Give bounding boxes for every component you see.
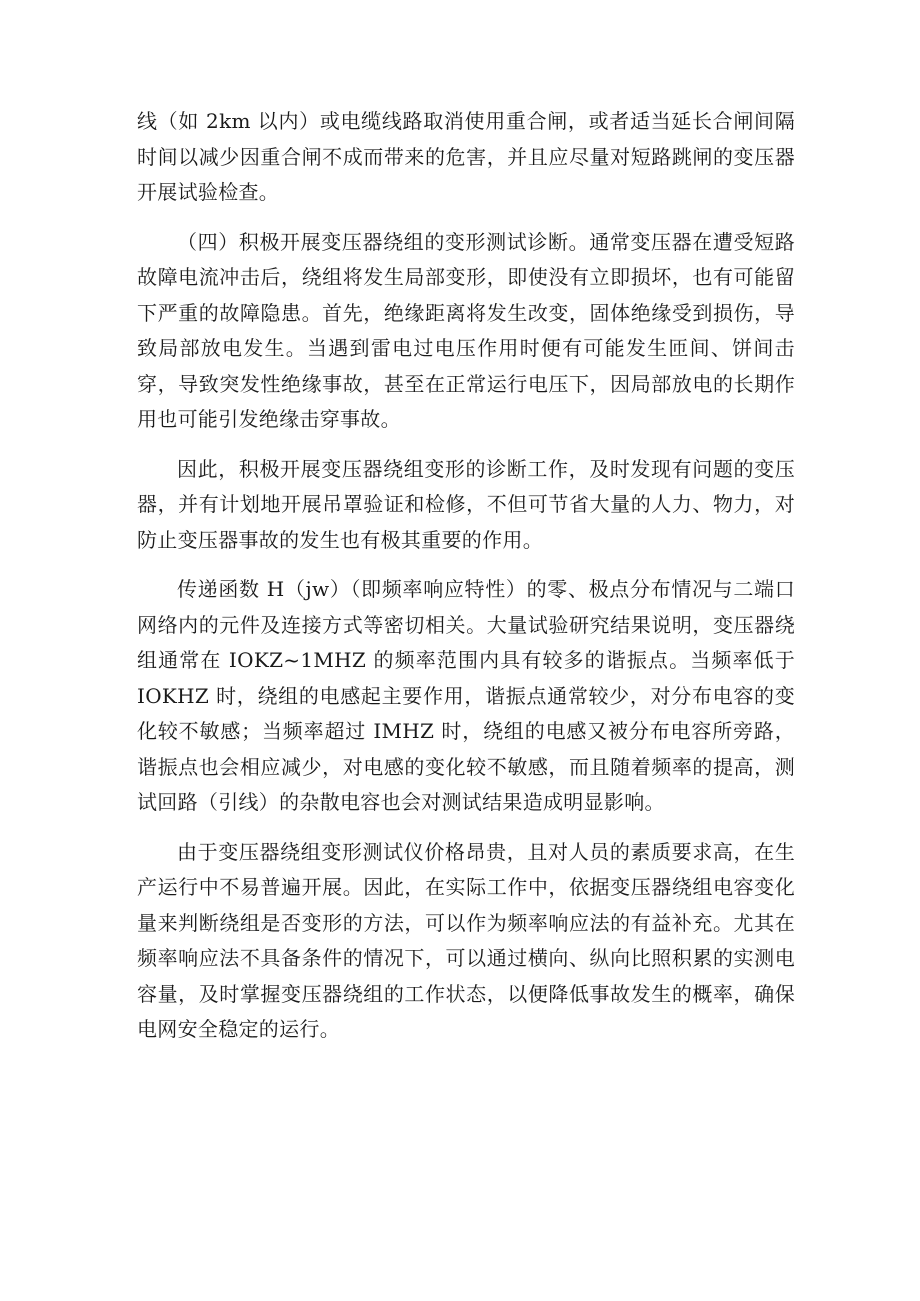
document-page	[137, 104, 795, 1062]
paragraph-continuation: 线（如 2km 以内）或电缆线路取消使用重合闸，或者适当延长合闸间隔时间以减少因重合闸不成而带来的危害，并且应尽量对短路跳闸的变压器开展试验检查。	[137, 109, 795, 204]
paragraph-transfer-function: 传递函数 H（jw）（即频率响应特性）的零、极点分布情况与二端口网络内的元件及连接方式等密切相关。大量试验研究结果说明，变压器绕组通常在 IOKZ~1MHZ 的频率范围内具有较多的谐振点。当频率低于 IOKHZ 时，绕组的电感起主要作用，谐振点通常较少，对分布电容的变化较不敏感；当频率超过 IMHZ 时，绕组的电感又被分布电容所旁路，谐振点也会相应减少，对电感的变化较不敏感，而且随着频率的提高，测试回路（引线）的杂散电容也会对测试结果造成明显影响。	[137, 577, 795, 814]
paragraph-therefore: 因此，积极开展变压器绕组变形的诊断工作，及时发现有问题的变压器，并有计划地开展吊罩验证和检修，不但可节省大量的人力、物力，对防止变压器事故的发生也有极其重要的作用。	[137, 456, 795, 552]
paragraph-section-four: （四）积极开展变压器绕组的变形测试诊断。通常变压器在遭受短路故障电流冲击后，绕组将发生局部变形，即使没有立即损坏，也有可能留下严重的故障隐患。首先，绝缘距离将发生改变，固体绝缘受到损伤，导致局部放电发生。当遇到雷电过电压作用时便有可能发生匝间、饼间击穿，导致突发性绝缘事故，甚至在正常运行电压下，因局部放电的长期作用也可能引发绝缘击穿事故。	[137, 229, 795, 431]
paragraph-capacitance-method: 由于变压器绕组变形测试仪价格昂贵，且对人员的素质要求高，在生产运行中不易普遍开展。因此，在实际工作中，依据变压器绕组电容变化量来判断绕组是否变形的方法，可以作为频率响应法的有益补充。尤其在频率响应法不具备条件的情况下，可以通过横向、纵向比照积累的实测电容量，及时掌握变压器绕组的工作状态，以便降低事故发生的概率，确保电网安全稳定的运行。	[137, 839, 795, 1041]
